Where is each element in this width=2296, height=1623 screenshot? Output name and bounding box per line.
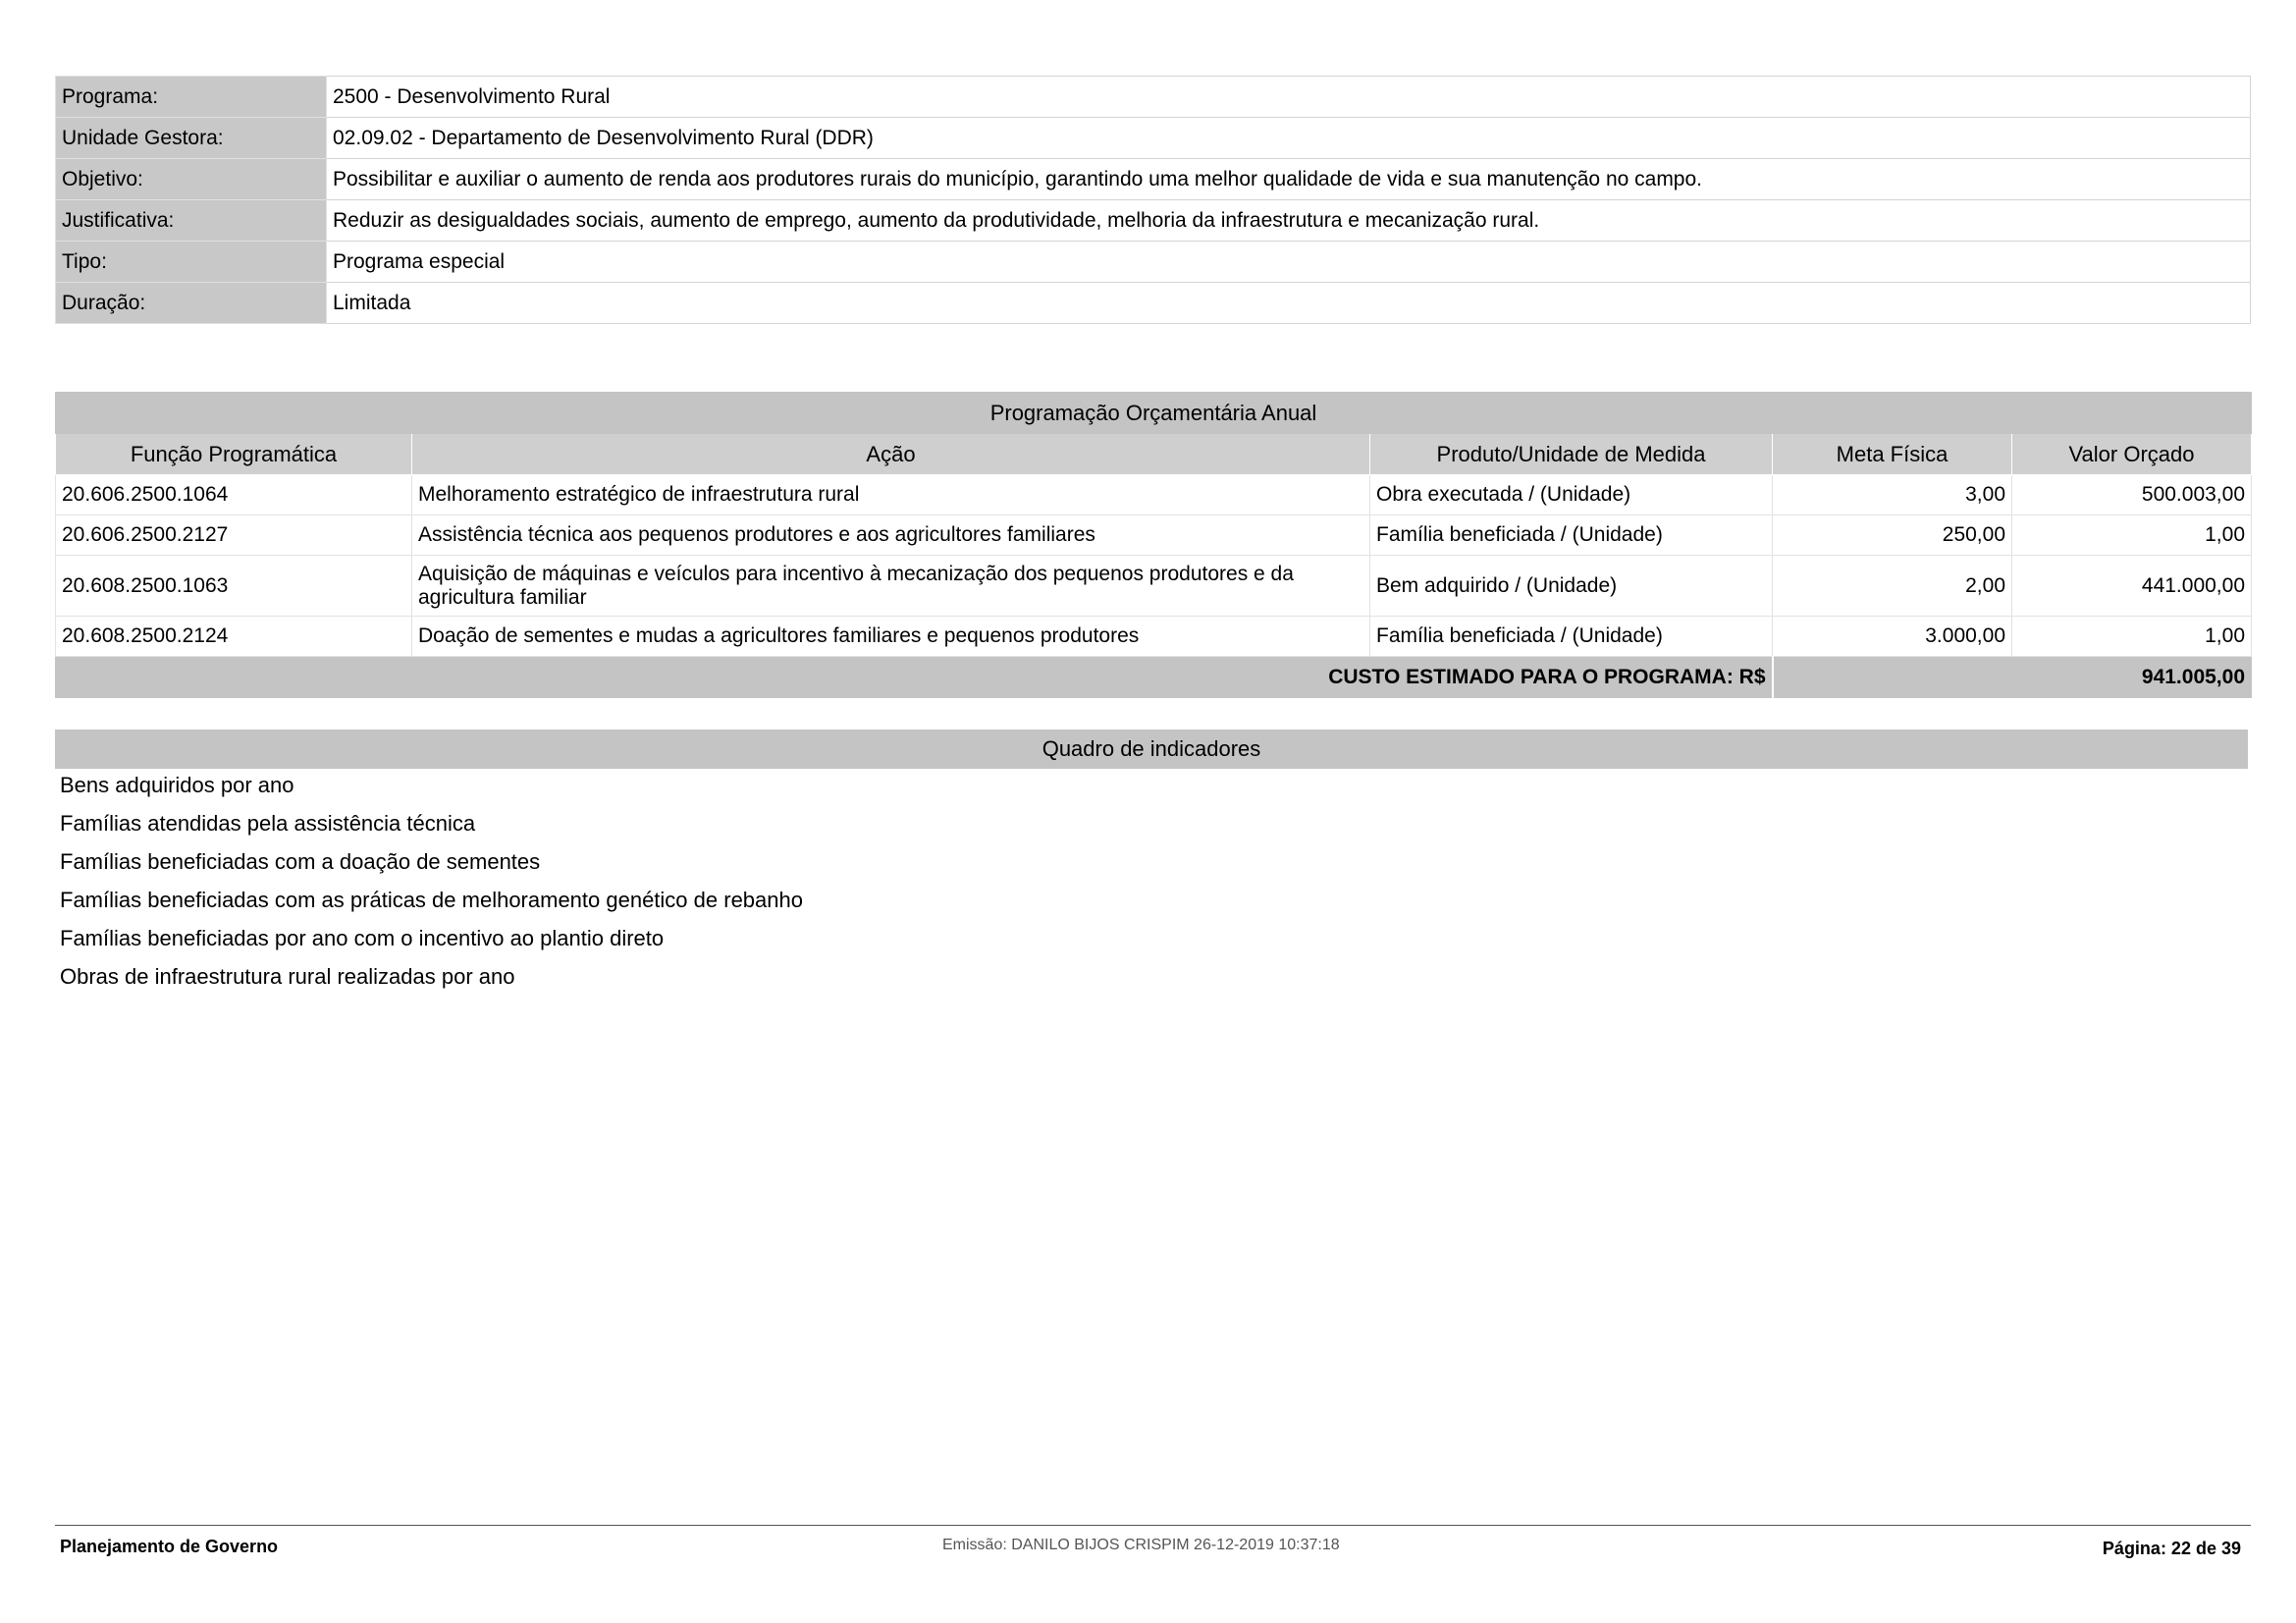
info-label: Duração: xyxy=(56,283,327,324)
table-row xyxy=(56,556,2252,617)
info-value: Programa especial xyxy=(327,242,2251,283)
cell-produto: Família beneficiada / (Unidade) xyxy=(1370,515,1773,556)
budget-total-row xyxy=(56,657,2252,698)
info-label: Justificativa: xyxy=(56,200,327,242)
footer-divider xyxy=(55,1525,2251,1526)
cell-meta: 2,00 xyxy=(1773,556,2012,617)
column-header-valor: Valor Orçado xyxy=(2012,434,2252,475)
cell-funcao: 20.606.2500.2127 xyxy=(56,515,412,556)
cell-acao: Doação de sementes e mudas a agricultores familiares e pequenos produtores xyxy=(412,617,1370,657)
table-row xyxy=(56,617,2252,657)
list-item: Famílias beneficiadas com a doação de sementes xyxy=(60,849,541,874)
cell-produto: Bem adquirido / (Unidade) xyxy=(1370,556,1773,617)
footer-title: Planejamento de Governo xyxy=(60,1537,279,1556)
list-item: Bens adquiridos por ano xyxy=(60,773,294,797)
info-row-unidade-gestora xyxy=(56,118,2251,159)
info-row-programa xyxy=(56,77,2251,118)
cell-acao: Assistência técnica aos pequenos produtores e aos agricultores familiares xyxy=(412,515,1370,556)
list-item: Obras de infraestrutura rural realizadas por ano xyxy=(60,964,515,989)
table-row xyxy=(56,515,2252,556)
info-label: Objetivo: xyxy=(56,159,327,200)
cell-valor: 1,00 xyxy=(2012,617,2252,657)
column-header-acao: Ação xyxy=(412,434,1370,475)
total-value: 941.005,00 xyxy=(1773,657,2252,698)
list-item: Famílias beneficiadas com as práticas de melhoramento genético de rebanho xyxy=(60,888,803,912)
column-header-produto: Produto/Unidade de Medida xyxy=(1370,434,1773,475)
budget-header-row xyxy=(56,434,2252,475)
info-value: 02.09.02 - Departamento de Desenvolvimento Rural (DDR) xyxy=(327,118,2251,159)
cell-produto: Obra executada / (Unidade) xyxy=(1370,475,1773,515)
info-label: Tipo: xyxy=(56,242,327,283)
cell-funcao: 20.608.2500.2124 xyxy=(56,617,412,657)
info-value: Limitada xyxy=(327,283,2251,324)
total-label: CUSTO ESTIMADO PARA O PROGRAMA: R$ xyxy=(56,657,1773,698)
cell-funcao: 20.606.2500.1064 xyxy=(56,475,412,515)
footer-emission: Emissão: DANILO BIJOS CRISPIM 26-12-2019 10:37:18 xyxy=(942,1537,1340,1553)
cell-acao: Melhoramento estratégico de infraestrutura rural xyxy=(412,475,1370,515)
column-header-funcao: Função Programática xyxy=(56,434,412,475)
page-number: Página: 22 de 39 xyxy=(2102,1539,2241,1558)
cell-funcao: 20.608.2500.1063 xyxy=(56,556,412,617)
table-row xyxy=(56,475,2252,515)
cell-meta: 250,00 xyxy=(1773,515,2012,556)
column-header-meta: Meta Física xyxy=(1773,434,2012,475)
list-item: Famílias atendidas pela assistência técnica xyxy=(60,811,476,836)
budget-title: Programação Orçamentária Anual xyxy=(56,393,2252,434)
info-value: Possibilitar e auxiliar o aumento de renda aos produtores rurais do município, garantindo uma melhor qualidade de vida e sua manutenção no campo. xyxy=(327,159,2251,200)
info-value: 2500 - Desenvolvimento Rural xyxy=(327,77,2251,118)
budget-table xyxy=(55,392,2252,698)
info-value: Reduzir as desigualdades sociais, aumento de emprego, aumento da produtividade, melhoria da infraestrutura e mecanização rural. xyxy=(327,200,2251,242)
indicators-list xyxy=(60,774,803,1003)
info-row-justificativa xyxy=(56,200,2251,242)
program-info-table xyxy=(55,76,2251,324)
info-label: Programa: xyxy=(56,77,327,118)
cell-valor: 1,00 xyxy=(2012,515,2252,556)
cell-valor: 441.000,00 xyxy=(2012,556,2252,617)
cell-meta: 3,00 xyxy=(1773,475,2012,515)
cell-acao: Aquisição de máquinas e veículos para incentivo à mecanização dos pequenos produtores e da agricultura familiar xyxy=(412,556,1370,617)
info-row-duracao xyxy=(56,283,2251,324)
info-row-objetivo xyxy=(56,159,2251,200)
budget-title-row xyxy=(56,393,2252,434)
cell-valor: 500.003,00 xyxy=(2012,475,2252,515)
list-item: Famílias beneficiadas por ano com o incentivo ao plantio direto xyxy=(60,926,665,950)
cell-meta: 3.000,00 xyxy=(1773,617,2012,657)
indicators-title: Quadro de indicadores xyxy=(55,730,2248,769)
cell-produto: Família beneficiada / (Unidade) xyxy=(1370,617,1773,657)
info-row-tipo xyxy=(56,242,2251,283)
info-label: Unidade Gestora: xyxy=(56,118,327,159)
